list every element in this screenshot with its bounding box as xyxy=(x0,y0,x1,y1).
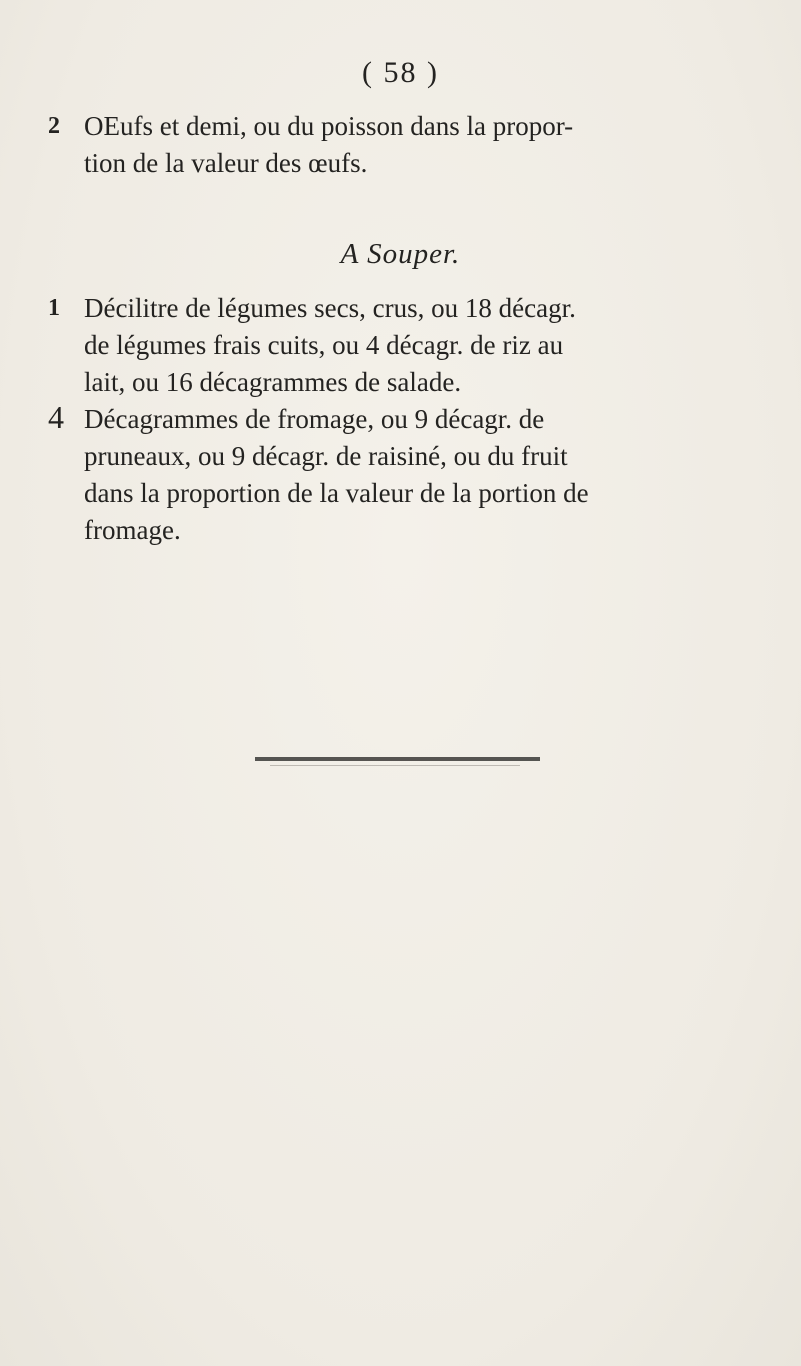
entry-text-line: Décagrammes de fromage, ou 9 décagr. de xyxy=(84,404,545,434)
section-heading: A Souper. xyxy=(340,238,461,270)
entry-quantity: 4 xyxy=(48,399,64,435)
ration-entry-vegetables xyxy=(48,290,756,401)
end-rule xyxy=(255,757,540,761)
page-number: ( 58 ) xyxy=(362,56,439,89)
entry-text-line: pruneaux, ou 9 décagr. de raisiné, ou du fruit xyxy=(84,441,568,471)
entry-text-line: lait, ou 16 décagrammes de salade. xyxy=(84,367,462,397)
entry-quantity: 2 xyxy=(48,113,60,139)
end-rule-shadow xyxy=(270,765,520,766)
entry-text-line: dans la proportion de la valeur de la portion de xyxy=(84,478,589,508)
entry-text-line: Décilitre de légumes secs, crus, ou 18 décagr. xyxy=(84,293,576,323)
ration-entry-eggs xyxy=(48,108,756,182)
entry-text-line: fromage. xyxy=(84,515,181,545)
ration-entry-cheese xyxy=(48,401,756,549)
entry-text-line: tion de la valeur des œufs. xyxy=(84,148,368,178)
entry-text-line: de légumes frais cuits, ou 4 décagr. de riz au xyxy=(84,330,564,360)
entry-quantity: 1 xyxy=(48,295,60,321)
entry-text-line: OEufs et demi, ou du poisson dans la propor- xyxy=(84,111,574,141)
